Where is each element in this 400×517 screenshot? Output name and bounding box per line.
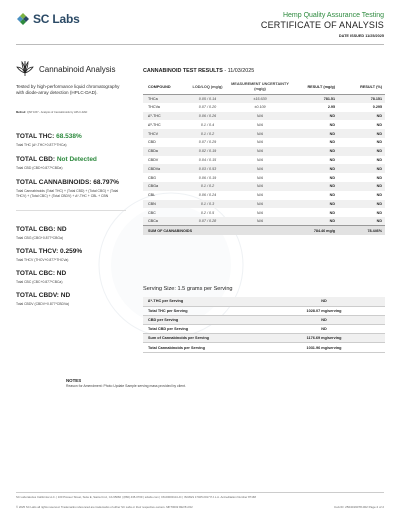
table-row [143,120,385,129]
total-cbdv: TOTAL CBDV: ND [16,292,71,299]
notes-heading: NOTES [66,378,82,383]
result-mg-cell: ND [329,175,335,180]
compound-cell: ∆⁹-THC [148,113,161,118]
total-cbc: TOTAL CBC: ND [16,270,67,277]
uncertainty-cell: N/A [256,113,264,118]
lod-loq-cell: 0.02 / 0.19 [198,149,217,154]
sum-mg: 784.46 mg/g [291,226,338,235]
uncertainty-cell: N/A [256,193,264,198]
col-header-lod-loq: LOD/LOQ (mg/g) [192,84,223,89]
analysis-description: Tested by high-performance liquid chromatography with diode-array detection (HPLC-DAD). [16,84,120,95]
results-title-date: - 11/03/2025 [222,68,255,74]
sum-row [143,226,385,235]
header-subtitle: Hemp Quality Assurance Testing [282,12,384,19]
result-pct-cell: ND [376,166,382,171]
result-pct-cell: ND [376,184,382,189]
total-cbdv-note: Total CBDV (CBDV+0.877*CBDVa) [16,302,69,306]
result-mg-cell: ND [329,131,335,136]
compound-cell: CBDV [148,157,159,162]
table-row [143,147,385,156]
table-row [143,191,385,200]
table-row [143,217,385,226]
compound-cell: CBCa [148,219,158,224]
col-header-compound: COMPOUND [148,84,171,89]
header-divider [16,44,384,45]
compound-cell: CBG [148,175,156,180]
lod-loq-cell: 0.05 / 0.14 [198,96,217,101]
total-thcv-note: Total THCV (THCV+0.877*THCVa) [16,258,69,262]
uncertainty-cell: N/A [256,131,264,136]
lod-loq-cell: 0.06 / 0.26 [198,113,217,118]
compound-cell: CBDa [148,149,158,154]
method-text: QSP 1157 - Analysis of Cannabinoids by HPLC-DAD [26,111,88,114]
uncertainty-cell: N/A [256,184,264,189]
compound-cell: THCVa [148,105,160,110]
total-cbg-note: Total CBG (CBG+0.877*CBGa) [16,236,64,240]
table-row [143,164,385,173]
total-cannabinoids-note: Total Cannabinoids (Total THC) + (Total CBD) + (Total CBG) + (Total THCV) + (Total CBC) + (Total CBDV) + ∆⁸-THC + CBL + CBN [16,189,119,198]
lod-loq-cell: 0.03 / 0.53 [198,166,217,171]
total-cbd-note: Total CBD (CBD+0.877*CBDa) [16,166,63,170]
compound-cell: CBC [148,210,156,215]
notes-text: Reason for Amendment: Photo Update Sample serving mass provided by client. [66,384,186,388]
compound-cell: CBD [148,140,156,145]
total-thc [16,133,82,140]
uncertainty-cell: ±15.630 [253,96,267,101]
total-cbd [16,156,97,163]
serving-value: ND [263,297,385,306]
table-row [143,173,385,182]
serving-label: ∆⁹-THC per Serving [143,297,263,306]
result-pct-cell: ND [376,201,382,206]
serving-table [143,297,385,353]
result-mg-cell: ND [329,193,335,198]
result-pct-cell: ND [376,149,382,154]
compound-cell: ∆⁸-THC [148,122,161,127]
table-row [143,138,385,147]
serving-label: Sum of Cannabinoids per Serving [143,334,263,343]
serving-label: CBD per Serving [143,315,263,324]
sum-pct: 78.446% [338,226,385,235]
header-title: CERTIFICATE OF ANALYSIS [260,20,384,30]
header-info [261,12,384,38]
sc-labs-logo [16,12,80,26]
uncertainty-cell: N/A [256,201,264,206]
result-mg-cell: ND [329,149,335,154]
uncertainty-cell: N/A [256,166,264,171]
serving-value: 1176.69 mg/serving [263,334,385,343]
compound-cell: CBDVa [148,166,161,171]
serving-value: 1031.96 mg/serving [263,343,385,352]
left-divider [16,210,126,211]
footer-copyright: © 2025 SC Labs all rights reserved. Trademarks referenced are trademarks of either SC Labs or their respective owners. MKT0002 REV8 2/22 [16,505,193,509]
compound-cell: THCa [148,96,158,101]
total-thc-label: TOTAL THC: [16,133,55,140]
table-row [143,129,385,138]
results-title-label: CANNABINOID TEST RESULTS [143,68,223,74]
cannabinoid-analysis-header [16,61,116,77]
uncertainty-cell: N/A [256,122,264,127]
col-header-result-pct: RESULT (%) [360,84,382,89]
compound-cell: THCV [148,131,159,136]
uncertainty-cell: N/A [256,219,264,224]
result-mg-cell: ND [329,210,335,215]
serving-row [143,297,385,306]
lod-loq-cell: 0.07 / 0.20 [198,105,217,110]
serving-size-title: Serving Size: 1.5 grams per Serving [143,286,233,292]
result-pct-cell: ND [376,122,382,127]
notes-section [66,378,186,388]
result-pct-cell: ND [376,131,382,136]
result-pct-cell: ND [376,193,382,198]
serving-row [143,306,385,315]
table-row [143,182,385,191]
lod-loq-cell: 0.06 / 0.19 [198,175,217,180]
result-mg-cell: 781.51 [323,96,335,101]
result-mg-cell: ND [329,122,335,127]
result-mg-cell: ND [329,140,335,145]
compound-cell: CBGa [148,184,159,189]
lod-loq-cell: 0.1 / 0.2 [200,131,215,136]
logo-text: SC Labs [33,12,80,26]
uncertainty-cell: N/A [256,149,264,154]
serving-label: Total THC per Serving [143,306,263,315]
serving-label: Total Cannabinoids per Serving [143,343,263,352]
cannabinoid-analysis-title: Cannabinoid Analysis [39,64,116,74]
table-row [143,103,385,112]
serving-row [143,325,385,334]
total-cbd-label: TOTAL CBD: [16,156,55,163]
result-mg-cell: ND [329,184,335,189]
result-pct-cell: ND [376,157,382,162]
table-row [143,112,385,121]
serving-label: Total CBD per Serving [143,325,263,334]
total-cbc-note: Total CBC (CBC+0.877*CBCa) [16,280,63,284]
cannabinoid-results-table [143,80,385,235]
lod-loq-cell: 0.04 / 0.15 [198,157,217,162]
total-cannabinoids: TOTAL CANNABINOIDS: 68.797% [16,179,119,186]
total-thc-value: 68.538% [56,133,82,140]
method-line [16,111,126,114]
lod-loq-cell: 0.07 / 0.28 [198,219,217,224]
footer-divider [16,492,384,493]
footer-address: SC Laboratories California LLC. | 100 Pioneer Street, Suite E, Santa Cruz, CA 95060 | (866) 435-0709 | sclabs.com | C8-0000013-LIC | ISO/IES 17025:2017 P.J.L.A. Accreditation Number 87168 [16,495,256,499]
result-pct-cell: ND [376,219,382,224]
serving-row [143,334,385,343]
serving-value: 1028.07 mg/serving [263,306,385,315]
result-pct-cell: ND [376,140,382,145]
cannabis-leaf-icon [16,61,34,77]
sc-labs-logo-icon [16,12,30,26]
method-label: Method: [16,111,27,114]
result-pct-cell: 0.295 [372,105,382,110]
serving-row [143,315,385,324]
date-issued: DATE ISSUED 11/25/2025 [338,34,384,38]
total-thcv: TOTAL THCV: 0.259% [16,248,83,255]
result-mg-cell: ND [329,157,335,162]
result-pct-cell: 78.151 [370,96,382,101]
total-cbg: TOTAL CBG: ND [16,226,67,233]
total-thc-note: Total THC (∆⁹-THC+0.877*THCa) [16,143,67,147]
lod-loq-cell: 0.1 / 0.4 [200,122,215,127]
serving-value: ND [263,315,385,324]
compound-cell: CBN [148,201,156,206]
result-mg-cell: ND [329,201,335,206]
lod-loq-cell: 0.06 / 0.24 [198,193,217,198]
serving-value: ND [263,325,385,334]
lod-loq-cell: 0.1 / 0.2 [200,184,215,189]
uncertainty-cell: N/A [256,210,264,215]
col-header-result-mg: RESULT (mg/g) [307,84,335,89]
result-pct-cell: ND [376,210,382,215]
uncertainty-cell: N/A [256,157,264,162]
table-row [143,94,385,103]
lod-loq-cell: 0.1 / 0.3 [200,201,215,206]
total-cbd-value: Not Detected [56,156,97,163]
table-row [143,156,385,165]
table-row [143,200,385,209]
lod-loq-cell: 0.07 / 0.29 [198,140,217,145]
table-row [143,208,385,217]
uncertainty-cell: N/A [256,175,264,180]
lod-loq-cell: 0.2 / 0.5 [200,210,215,215]
result-mg-cell: ND [329,219,335,224]
results-title [143,68,254,74]
result-pct-cell: ND [376,175,382,180]
compound-cell: CBL [148,193,156,198]
footer-coa-id: CoA ID: 2504019078-002 Page 2 of 2 [333,505,384,509]
col-header-uncertainty: MEASUREMENT UNCERTAINTY (mg/g) [231,82,289,91]
uncertainty-cell: N/A [256,140,264,145]
result-mg-cell: 2.95 [327,105,335,110]
uncertainty-cell: ±0.109 [254,105,266,110]
result-pct-cell: ND [376,113,382,118]
table-header-row [143,80,385,94]
sum-label: SUM OF CANNABINOIDS [143,226,291,235]
serving-row [143,343,385,352]
result-mg-cell: ND [329,166,335,171]
result-mg-cell: ND [329,113,335,118]
